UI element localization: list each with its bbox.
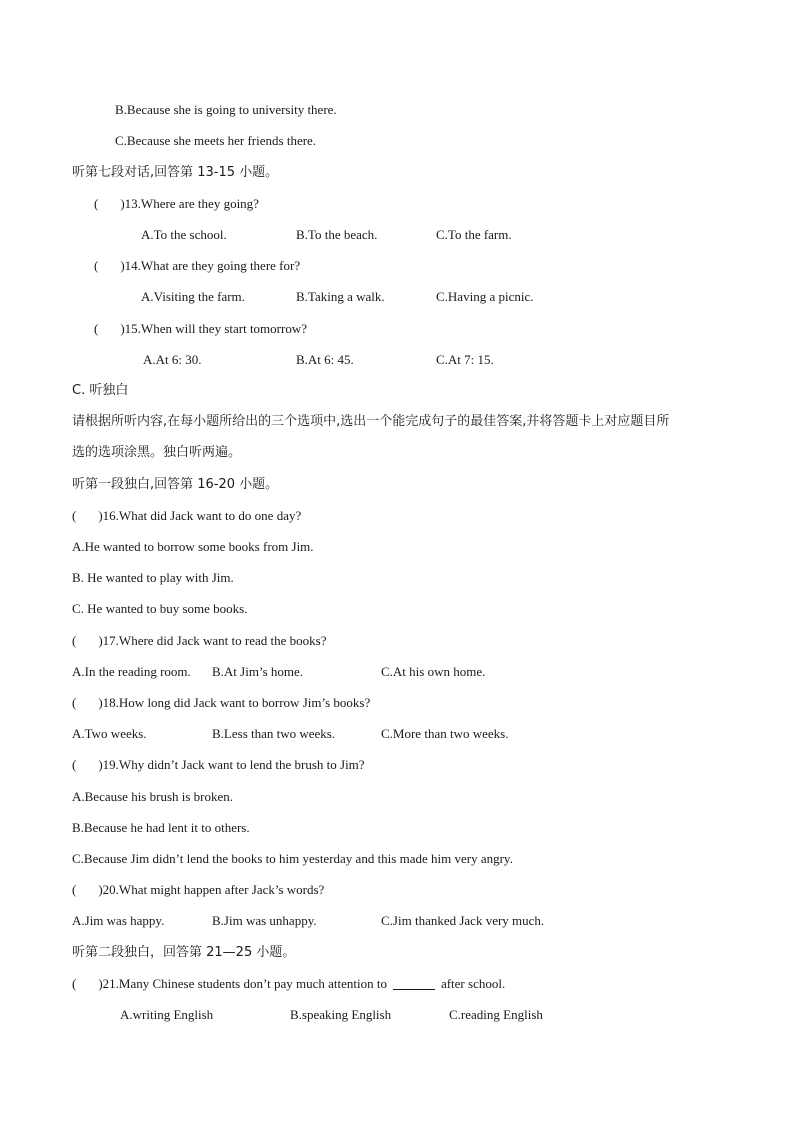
q19-option-a: A.Because his brush is broken. xyxy=(72,789,234,804)
part-c-title: C. 听独白 xyxy=(72,383,129,398)
question-15 xyxy=(94,320,307,338)
question-14-text: )14.What are they going there for? xyxy=(120,258,301,273)
q15-option-a: A.At 6: 30. xyxy=(143,352,202,367)
q21-option-a: A.writing English xyxy=(120,1007,214,1022)
q18-option-a: A.Two weeks. xyxy=(72,726,147,741)
question-18-text: )18.How long did Jack want to borrow Jim’s books? xyxy=(98,695,371,710)
question-21-text: )21.Many Chinese students don’t pay much attention to xyxy=(98,976,387,991)
q15-option-b: B.At 6: 45. xyxy=(296,352,354,367)
question-21-text-after: after school. xyxy=(440,976,506,991)
answer-blank xyxy=(393,977,435,990)
section7-header: 听第七段对话,回答第 13-15 小题。 xyxy=(72,165,279,180)
question-15-text: )15.When will they start tomorrow? xyxy=(120,321,307,336)
question-17-text: )17.Where did Jack want to read the books? xyxy=(98,633,327,648)
q20-option-c: C.Jim thanked Jack very much. xyxy=(381,913,545,928)
answer-paren: ( xyxy=(72,882,77,897)
instruction-line-2: 选的选项涂黑。独白听两遍。 xyxy=(72,445,242,460)
prev-option-c: C.Because she meets her friends there. xyxy=(115,133,317,148)
question-17 xyxy=(72,632,327,650)
q16-option-a: A.He wanted to borrow some books from Jim. xyxy=(72,539,314,554)
answer-paren: ( xyxy=(72,695,77,710)
question-19 xyxy=(72,756,365,774)
question-21 xyxy=(72,975,505,993)
question-16-text: )16.What did Jack want to do one day? xyxy=(98,508,302,523)
q16-option-b: B. He wanted to play with Jim. xyxy=(72,570,234,585)
question-20-text: )20.What might happen after Jack’s words? xyxy=(98,882,325,897)
answer-paren: ( xyxy=(72,508,77,523)
question-13-text: )13.Where are they going? xyxy=(120,196,259,211)
answer-paren: ( xyxy=(94,258,99,273)
question-18 xyxy=(72,694,370,712)
question-19-text: )19.Why didn’t Jack want to lend the brush to Jim? xyxy=(98,757,365,772)
q17-option-b: B.At Jim’s home. xyxy=(212,664,304,679)
q20-option-b: B.Jim was unhappy. xyxy=(212,913,317,928)
q21-option-b: B.speaking English xyxy=(290,1007,392,1022)
q14-option-c: C.Having a picnic. xyxy=(436,289,534,304)
question-16 xyxy=(72,507,301,525)
question-20 xyxy=(72,881,324,899)
q18-option-c: C.More than two weeks. xyxy=(381,726,509,741)
q13-option-b: B.To the beach. xyxy=(296,227,378,242)
q20-option-a: A.Jim was happy. xyxy=(72,913,165,928)
q17-option-a: A.In the reading room. xyxy=(72,664,191,679)
q21-option-c: C.reading English xyxy=(449,1007,543,1022)
prev-option-b: B.Because she is going to university there. xyxy=(115,102,337,117)
q14-option-a: A.Visiting the farm. xyxy=(141,289,245,304)
monologue-2-header: 听第二段独白，回答第 21—25 小题。 xyxy=(72,945,296,960)
answer-paren: ( xyxy=(72,976,77,991)
q14-option-b: B.Taking a walk. xyxy=(296,289,385,304)
q16-option-c: C. He wanted to buy some books. xyxy=(72,601,248,616)
q13-option-a: A.To the school. xyxy=(141,227,227,242)
question-14 xyxy=(94,257,300,275)
instruction-line-1: 请根据所听内容,在每小题所给出的三个选项中,选出一个能完成句子的最佳答案,并将答题卡上对应题目所 xyxy=(72,414,670,429)
answer-paren: ( xyxy=(94,321,99,336)
q17-option-c: C.At his own home. xyxy=(381,664,486,679)
question-13 xyxy=(94,195,259,213)
answer-paren: ( xyxy=(72,633,77,648)
answer-paren: ( xyxy=(94,196,99,211)
answer-paren: ( xyxy=(72,757,77,772)
q13-option-c: C.To the farm. xyxy=(436,227,512,242)
q19-option-c: C.Because Jim didn’t lend the books to him yesterday and this made him very angry. xyxy=(72,851,513,866)
q15-option-c: C.At 7: 15. xyxy=(436,352,494,367)
monologue-1-header: 听第一段独白,回答第 16-20 小题。 xyxy=(72,477,279,492)
q19-option-b: B.Because he had lent it to others. xyxy=(72,820,250,835)
q18-option-b: B.Less than two weeks. xyxy=(212,726,336,741)
